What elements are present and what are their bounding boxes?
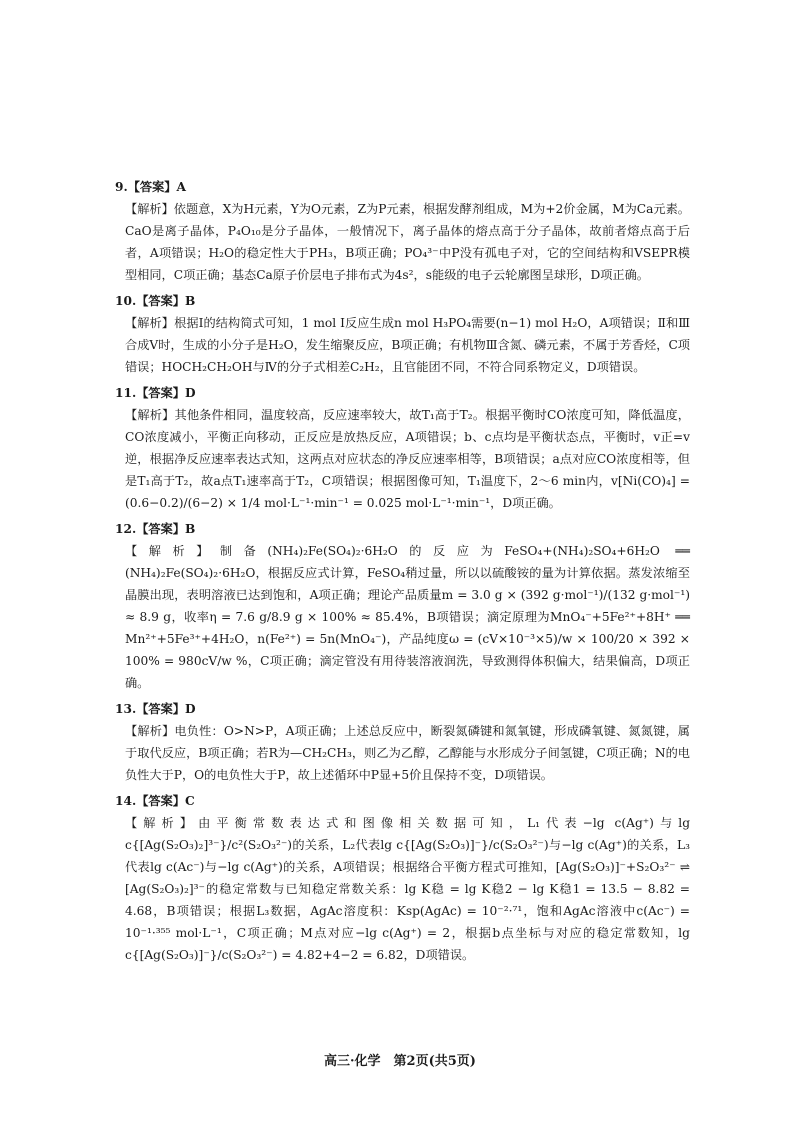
analysis-text: 【解析】电负性：O>N>P，A项正确；上述总反应中，断裂氮磷键和氮氧键，形成磷氧键、氮氮键，属于取代反应，B项正确；若R为—CH₂CH₃，则乙为乙醇，乙醇能与水形成分子间氢键，C项正确；N的电负性大于P，O的电负性大于P，故上述循环中P显+5价且保持不变，D项错误。: [125, 724, 690, 782]
page-footer: 高三·化学 第2页(共5页): [324, 1054, 476, 1069]
analysis-text: 【解析】依题意，X为H元素，Y为O元素，Z为P元素，根据发酵剂组成，M为+2价金属，M为Ca元素。CaO是离子晶体，P₄O₁₀是分子晶体，一般情况下，离子晶体的熔点高于分子晶体，故前者熔点高于后者，A项错误；H₂O的稳定性大于PH₃，B项正确；PO₄³⁻中P没有孤电子对，它的空间结构和VSEPR模型相同，C项正确；基态Ca原子价层电子排布式为4s²，s能级的电子云轮廓图呈球形，D项正确。: [125, 202, 690, 282]
analysis-text: 【解析】其他条件相同，温度较高，反应速率较大，故T₁高于T₂。根据平衡时CO浓度可知，降低温度，CO浓度减小，平衡正向移动，正反应是放热反应，A项错误；b、c点均是平衡状态点，平衡时，v正=v逆，根据净反应速率表达式知，这两点对应状态的净反应速率相等，B项错误；a点对应CO浓度相等，但是T₁高于T₂，故a点T₁速率高于T₂，C项错误；根据图像可知，T₁温度下，2～6 min内，v[Ni(CO)₄] = (0.6−0.2)/(6−2) × 1/4 mol·L⁻¹·min⁻¹ = 0.025 mol·L⁻¹·min⁻¹，D项正确。: [125, 408, 690, 510]
analysis-9: [115, 198, 690, 286]
question-number: 13.: [115, 702, 137, 716]
answer-label: 【答案】B: [136, 522, 196, 536]
answer-label: 【答案】D: [136, 386, 196, 400]
answer-line-10: [115, 290, 690, 312]
analysis-10: [115, 312, 690, 378]
answer-line-9: [115, 176, 690, 198]
answer-label: 【答案】B: [136, 294, 196, 308]
question-number: 14.: [115, 794, 137, 808]
analysis-text: 【解析】根据Ⅰ的结构简式可知，1 mol Ⅰ反应生成n mol H₃PO₄需要(n−1) mol H₂O，A项错误；Ⅱ和Ⅲ合成Ⅴ时，生成的小分子是H₂O，发生缩聚反应，B项正确；有机物Ⅲ含氮、磷元素，不属于芳香烃，C项错误；HOCH₂CH₂OH与Ⅳ的分子式相差C₂H₂，且官能团不同，不符合同系物定义，D项错误。: [125, 316, 690, 374]
answer-label: 【答案】A: [127, 180, 186, 194]
answer-line-14: [115, 790, 690, 812]
answer-label: 【答案】C: [136, 794, 195, 808]
answer-line-13: [115, 698, 690, 720]
analysis-11: [115, 404, 690, 514]
question-number: 11.: [115, 386, 137, 400]
analysis-14: [115, 812, 690, 966]
answer-line-11: [115, 382, 690, 404]
analysis-12: [115, 540, 690, 694]
analysis-text: 【解析】由平衡常数表达式和图像相关数据可知，L₁代表−lg c(Ag⁺)与lg c{[Ag(S₂O₃)₂]³⁻}/c²(S₂O₃²⁻)的关系，L₂代表lg c{[Ag(S₂O₃)]⁻}/c(S₂O₃²⁻)与−lg c(Ag⁺)的关系，L₃代表lg c(Ac⁻)与−lg c(Ag⁺)的关系，A项错误；根据络合平衡方程式可推知，[Ag(S₂O₃)]⁻+S₂O₃²⁻ ⇌ [Ag(S₂O₃)₂]³⁻的稳定常数与已知稳定常数关系：lg K稳 = lg K稳2 − lg K稳1 = 13.5 − 8.82 = 4.68，B项错误；根据L₃数据，AgAc溶度积：Ksp(AgAc) = 10⁻²·⁷¹，饱和AgAc溶液中c(Ac⁻) = 10⁻¹·³⁵⁵ mol·L⁻¹，C项正确；M点对应−lg c(Ag⁺) = 2，根据b点坐标与对应的稳定常数知，lg c{[Ag(S₂O₃)]⁻}/c(S₂O₃²⁻) = 4.82+4−2 = 6.82，D项错误。: [125, 816, 690, 962]
question-number: 9.: [115, 180, 128, 194]
answer-line-12: [115, 518, 690, 540]
question-number: 12.: [115, 522, 137, 536]
answer-label: 【答案】D: [136, 702, 196, 716]
answer-content: [115, 176, 690, 970]
question-number: 10.: [115, 294, 137, 308]
analysis-13: [115, 720, 690, 786]
analysis-text: 【解析】制备(NH₄)₂Fe(SO₄)₂·6H₂O的反应为FeSO₄+(NH₄)₂SO₄+6H₂O ══ (NH₄)₂Fe(SO₄)₂·6H₂O，根据反应式计算，FeSO₄稍过量，所以以硫酸铵的量为计算依据。蒸发浓缩至晶膜出现，表明溶液已达到饱和，A项正确；理论产品质量m = 3.0 g × (392 g·mol⁻¹)/(132 g·mol⁻¹) ≈ 8.9 g，收率η = 7.6 g/8.9 g × 100% ≈ 85.4%，B项错误；滴定原理为MnO₄⁻+5Fe²⁺+8H⁺ ══ Mn²⁺+5Fe³⁺+4H₂O，n(Fe²⁺) = 5n(MnO₄⁻)，产品纯度ω = (cV×10⁻³×5)/w × 100/20 × 392 × 100% = 980cV/w %，C项正确；滴定管没有用待装溶液润洗，导致测得体积偏大，结果偏高，D项正确。: [125, 544, 690, 690]
